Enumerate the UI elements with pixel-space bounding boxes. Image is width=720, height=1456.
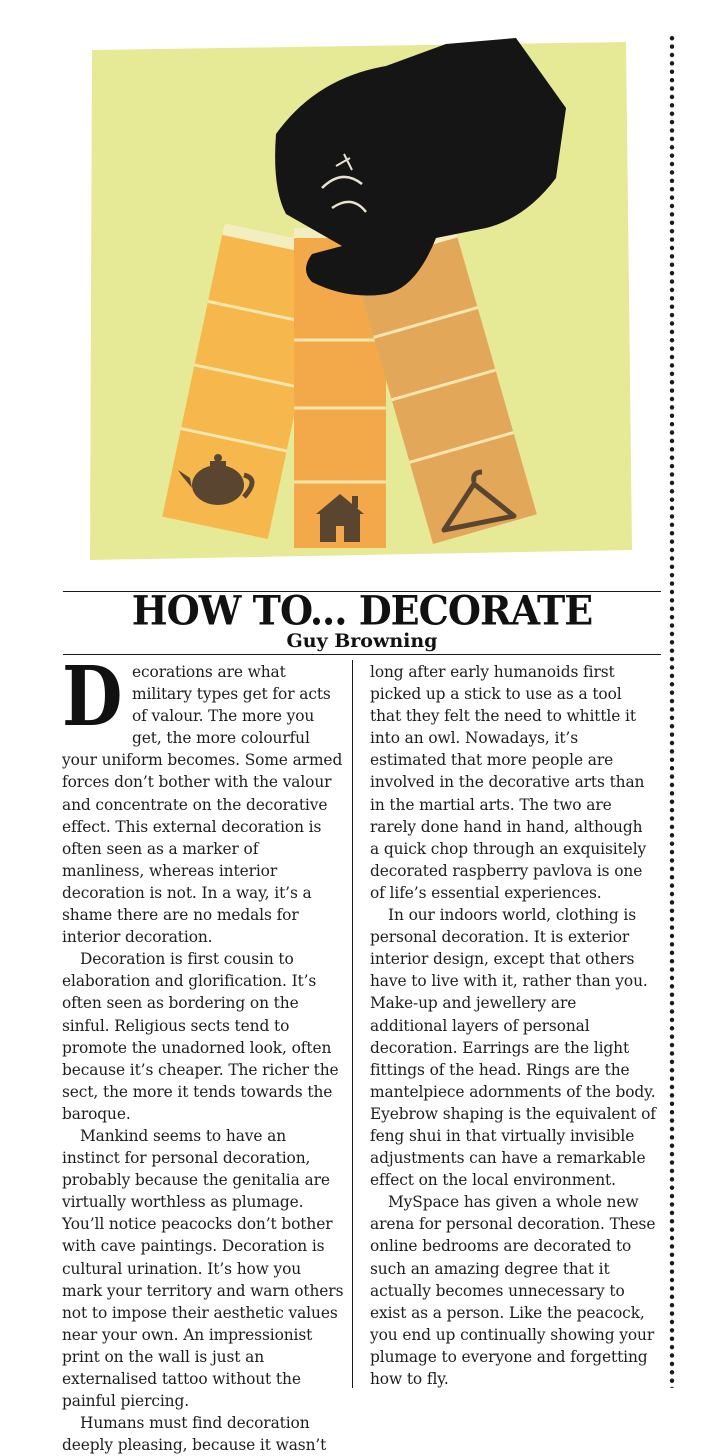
headline-bottom-rule (63, 654, 661, 655)
paragraph: Humans must find decoration deeply pleasing, because it wasn’t (62, 1414, 327, 1455)
article-column-right (370, 661, 656, 1390)
dotted-border (668, 34, 676, 1388)
article-column-left (62, 649, 344, 1456)
paint-swatch-illustration (86, 38, 634, 566)
byline: Guy Browning (286, 630, 438, 652)
paragraph: long after early humanoids first picked up a stick to use as a tool that they felt the need to whittle it into an owl. Nowadays, it’s estimated that more people are involved in the decorative arts than in the martial arts. The two are rarely done hand in hand, although a quick chop through an exquisitely decorated raspberry pavlova is one of life’s essential experiences. (370, 663, 647, 902)
paragraph (62, 649, 344, 948)
paragraph: Decoration is first cousin to elaboration and glorification. It’s often seen as bordering on the sinful. Religious sects tend to promote the unadorned look, often because it’s cheaper. The richer the sect, the more it tends towards the baroque. (62, 950, 339, 1123)
paragraph: MySpace has given a whole new arena for personal decoration. These online bedrooms are decorated to such an amazing degree that it actually becomes unnecessary to exist as a person. Like the peacock, you end up continually showing your plumage to everyone and forgetting how to fly. (370, 1193, 656, 1388)
drop-cap: D (62, 649, 123, 745)
paragraph-text: ecorations are what military types get for acts of valour. The more you get, the more colourful your uniform becomes. Some armed forces don’t bother with the valour and concentrate on the decorative effect. This external decoration is often seen as a marker of manliness, whereas interior decoration is not. In a way, it’s a shame there are no medals for interior decoration. (62, 663, 343, 947)
headline: HOW TO... DECORATE (131, 586, 593, 635)
column-divider (352, 660, 353, 1388)
paragraph: Mankind seems to have an instinct for personal decoration, probably because the genitalia are virtually worthless as plumage. You’ll notice peacocks don’t bother with cave paintings. Decoration is cultural urination. It’s how you mark your territory and warn others not to impose their aesthetic values near your own. An impressionist print on the wall is just an externalised tattoo without the painful piercing. (62, 1126, 344, 1411)
paragraph: In our indoors world, clothing is personal decoration. It is exterior interior design, except that others have to live with it, rather than you. Make-up and jewellery are additional layers of personal decoration. Earrings are the light fittings of the head. Rings are the mantelpiece adornments of the body. Eyebrow shaping is the equivalent of feng shui in that virtually invisible adjustments can have a remarkable effect on the local environment. (370, 906, 656, 1190)
